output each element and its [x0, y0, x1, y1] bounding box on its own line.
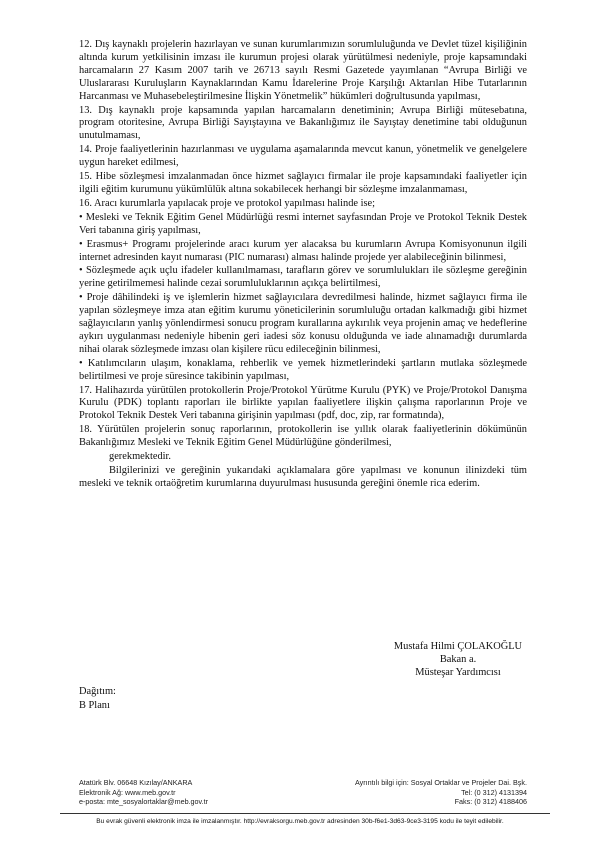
- paragraph-15: 15. Hibe sözleşmesi imzalanmadan önce hizmet sağlayıcı firmalar ile proje kapsamındaki faaliyetler için ilgili eğitim kurumunu yükümlülük altına sokabilecek herhangi bir sözleşme imzalanmaması,: [79, 171, 527, 195]
- footer-divider: [60, 813, 550, 814]
- distribution-plan: B Planı: [79, 700, 110, 711]
- closing-request: Bilgilerinizi ve gereğinin yukarıdaki açıklamalara göre yapılması ve konunun ilinizdeki tüm mesleki ve teknik ortaöğretim kurumlarına duyurulması hususunda gereğini önemle rica ederim.: [79, 465, 527, 489]
- bullet-item: • Proje dâhilindeki iş ve işlemlerin hizmet sağlayıcılara devredilmesi halinde, hizmet sağlayıcı firma ile yapılan sözleşmeye imza atan eğitim kurumu yöneticilerinin sorumluluğu ortadan kalkmadığı gibi hizmet sağlayıcıların yanlış yönlendirmesi sonucu program kurallarına aykırılık veya projenin amaç ve hedeflerine aykırı uygulanması nedeniyle hibenin geri iadesi söz konusu olduğunda ve iade alınamadığı durumlarda nihai olarak sözleşmede imzası olan kişilere rücu edileceğinin bilinmesi,: [79, 292, 527, 355]
- footer-info: Ayrıntılı bilgi için: Sosyal Ortaklar ve Projeler Dai. Bşk.: [354, 778, 527, 787]
- footer-contact-left: [79, 778, 208, 807]
- paragraph-12: 12. Dış kaynaklı projelerin hazırlayan ve sunan kurumlarımızın sorumluluğunda ve Devlet tüzel kişiliğinin altında kurum yetkilisinin imzası ile kurumun projesi olarak yürütülmesi nedeniyle, proje kapsamındaki harcamaların 27 Kasım 2007 tarih ve 26713 sayılı Resmi Gazetede yayımlanan “Avrupa Birliği ve Uluslararası Kuruluşların Kaynaklarından Kamu İdarelerine Proje Karşılığı Aktarılan Hibe Tutarlarının Harcanması ve Muhasebeleştirilmesine İlişkin Yönetmelik” hükümleri doğrultusunda yapılması,: [79, 39, 527, 102]
- distribution-label: Dağıtım:: [79, 686, 116, 697]
- signatory-title-2: Müsteşar Yardımcısı: [415, 667, 501, 678]
- footer-web: Elektronik Ağ: www.meb.gov.tr: [79, 787, 176, 797]
- footer-fax: Faks: (0 312) 4188406: [454, 797, 527, 807]
- footer-phone: Tel: (0 312) 4131394: [461, 787, 527, 797]
- document-body: [79, 39, 527, 491]
- paragraph-18: 18. Yürütülen projelerin sonuç raporlarının, protokollerin ise yıllık olarak faaliyetlerinin dökümünün Bakanlığımız Mesleki ve Teknik Eğitim Genel Müdürlüğüne gönderilmesi,: [79, 424, 527, 449]
- paragraph-14: 14. Proje faaliyetlerinin hazırlanması ve uygulama aşamalarında mevcut kanun, yönetmelik ve genelgelere uygun hareket edilmesi,: [79, 144, 527, 169]
- closing-gerekmektedir: gerekmektedir.: [109, 451, 172, 463]
- bullet-item: • Katılımcıların ulaşım, konaklama, rehberlik ve yemek hizmetlerindeki şartların mutlaka sözleşmede belirtilmesi ve proje süresince takibinin yapılması,: [79, 357, 527, 382]
- paragraph-17: 17. Halihazırda yürütülen protokollerin Proje/Protokol Yürütme Kurulu (PYK) ve Proje/Protokol Danışma Kurulu (PDK) toplantı raporları ile birlikte yapılan faaliyetlere ilişkin çalışma raporlarının Proje ve Protokol Teknik Destek Veri tabanına girişinin yapılması (pdf, doc, zip, rar formatında),: [79, 384, 527, 422]
- footer-email: e-posta: mte_sosyalortaklar@meb.gov.tr: [79, 797, 209, 807]
- distribution-block: [79, 685, 116, 713]
- footer-contact-right: [355, 778, 527, 807]
- bullet-item: • Mesleki ve Teknik Eğitim Genel Müdürlüğü resmi internet sayfasından Proje ve Protokol Teknik Destek Veri tabanına giriş yapılması,: [79, 211, 527, 236]
- footer-address: Atatürk Blv. 06648 Kızılay/ANKARA: [79, 778, 193, 787]
- signatory-name: Mustafa Hilmi ÇOLAKOĞLU: [393, 641, 523, 652]
- signatory-title-1: Bakan a.: [439, 654, 477, 665]
- bullet-item: • Erasmus+ Programı projelerinde aracı kurum yer alacaksa bu kurumların Avrupa Komisyonunun ilgili internet adresinden kayıt numarası (PIC numarası) alması halinde projede yer alabileceğinin bilinmesi,: [79, 238, 527, 263]
- e-signature-verification: Bu evrak güvenli elektronik imza ile imzalanmıştır. http://evraksorgu.meb.gov.tr adresinden 30b-f6e1-3d63-9ce3-3195 kodu ile teyit edilebilir.: [96, 818, 504, 825]
- paragraph-13: 13. Dış kaynaklı proje kapsamında yapılan harcamaların denetiminin; Avrupa Birliği mütesebatına, program otoritesine, Avrupa Birliği Sayıştayına ve Bakanlığımız ile Sayıştay denetimine tabi olduğunun unutulmaması,: [79, 104, 527, 142]
- bullet-item: • Sözleşmede açık uçlu ifadeler kullanılmaması, tarafların görev ve sorumlulukları ile sözleşme gereğinin yerine getirilmemesi halinde cezai sorumluluklarının açıkça belirtilmesi,: [79, 265, 527, 290]
- signature-block: [358, 640, 558, 679]
- paragraph-16: 16. Aracı kurumlarla yapılacak proje ve protokol yapılması halinde ise;: [79, 197, 376, 209]
